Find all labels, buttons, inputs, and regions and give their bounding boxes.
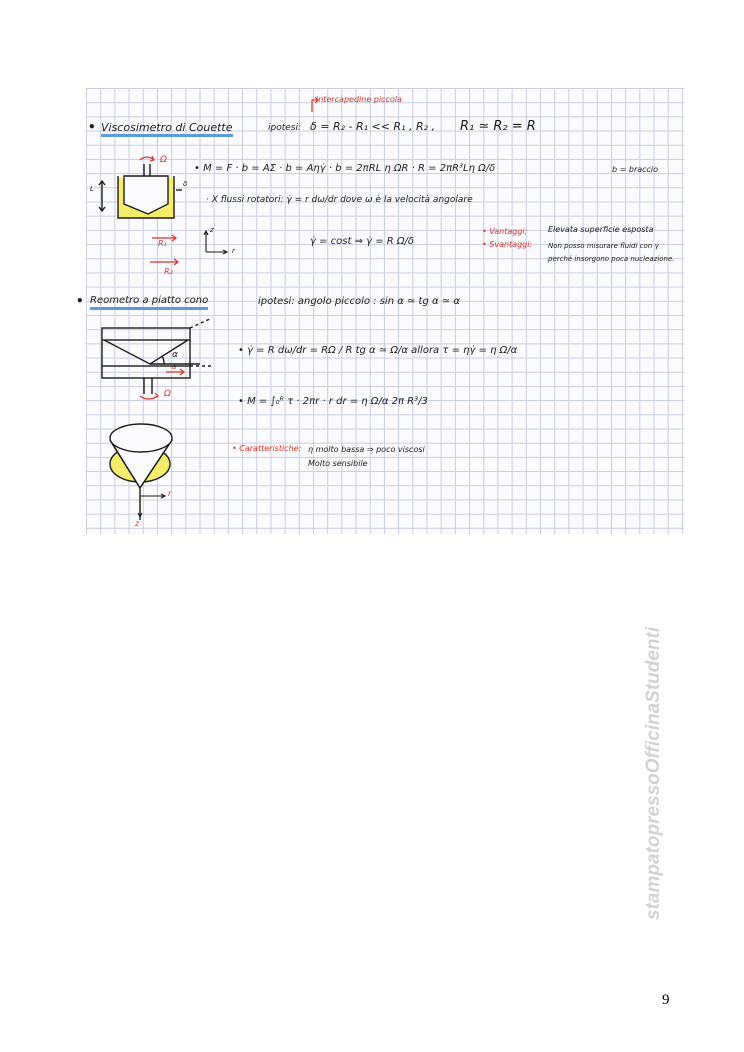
- fig2-z-label: z: [135, 519, 140, 528]
- intercapedine-annotation: intercapedine piccola: [316, 95, 402, 104]
- torque-formula: • M = F · b = AΣ · b = Aηγ̇ · b = 2πRL η ΩR · R = 2πR³Lη Ω/δ: [194, 163, 496, 174]
- features-label: • Caratteristiche:: [232, 444, 302, 453]
- section1-hypothesis: δ = R₂ - R₁ << R₁ , R₂ ,: [310, 120, 436, 133]
- fig2-a-label: a: [172, 363, 177, 371]
- couette-axes: [204, 231, 227, 254]
- page-number: 9: [662, 992, 670, 1008]
- rotational-flow: · X flussi rotatori: γ̇ = r dω/dr dove ω è la velocità angolare: [206, 195, 473, 205]
- advantages-text: Elevata superficie esposta: [548, 225, 654, 234]
- fig1-R1-label: R₁: [158, 239, 167, 248]
- disadvantages-text: Non posso misurare fluidi con γ̇ perché insorgono poca nucleazione.: [548, 242, 675, 263]
- fig1-R2-label: R₂: [164, 267, 173, 276]
- features-line1: η molto bassa ⇒ poco viscosi: [308, 445, 425, 454]
- fig1-L-label: L: [90, 185, 94, 193]
- cone-3d-axes: [138, 494, 165, 517]
- annotation-arrow: [312, 97, 318, 112]
- section2-torque: • M = ∫₀ᴿ τ · 2πr · r dr = η Ω/α 2π R³/3: [238, 396, 428, 407]
- cone-3d-sketch: [110, 424, 172, 520]
- cone-plate-rotation: [140, 369, 184, 399]
- couette-sketch: [99, 164, 182, 218]
- section1-hypothesis-extra: R₁ ≃ R₂ = R: [460, 119, 536, 134]
- section1-shear-rate: γ̇ = cost ⇒ γ̇ = R Ω/δ: [310, 236, 415, 247]
- watermark: stampatopressoOfficinaStudenti: [643, 626, 664, 920]
- section2-hypothesis: ipotesi: angolo piccolo : sin α ≃ tg α ≃ α: [258, 296, 460, 307]
- fig1-delta-label: δ: [183, 180, 188, 188]
- torque-note: b = braccio: [612, 165, 659, 174]
- section2-shear-rate: • γ̇ = R dω/dr = RΩ / R tg α ≃ Ω/α allora τ = ηγ̇ = η Ω/α: [238, 345, 518, 356]
- section2-title: Reometro a piatto cono: [90, 296, 208, 310]
- section1-bullet: •: [88, 120, 96, 134]
- features-line2: Molto sensibile: [308, 459, 368, 468]
- fig2-alpha-label: α: [172, 350, 178, 360]
- fig2-r-label: r: [168, 489, 172, 498]
- section1-title: Viscosimetro di Couette: [101, 122, 233, 137]
- fig2-omega-label: Ω: [164, 389, 171, 399]
- disadvantages-label: • Svantaggi:: [482, 240, 533, 249]
- advantages-label: • Vantaggi:: [482, 227, 528, 236]
- fig1-r-label: r: [232, 247, 235, 255]
- fig1-omega-label: Ω: [160, 155, 167, 165]
- fig1-z-label: z: [210, 226, 214, 234]
- section1-hypothesis-label: ipotesi:: [268, 123, 302, 133]
- section2-bullet: •: [76, 294, 84, 308]
- cone-plate-sketch: [102, 318, 214, 394]
